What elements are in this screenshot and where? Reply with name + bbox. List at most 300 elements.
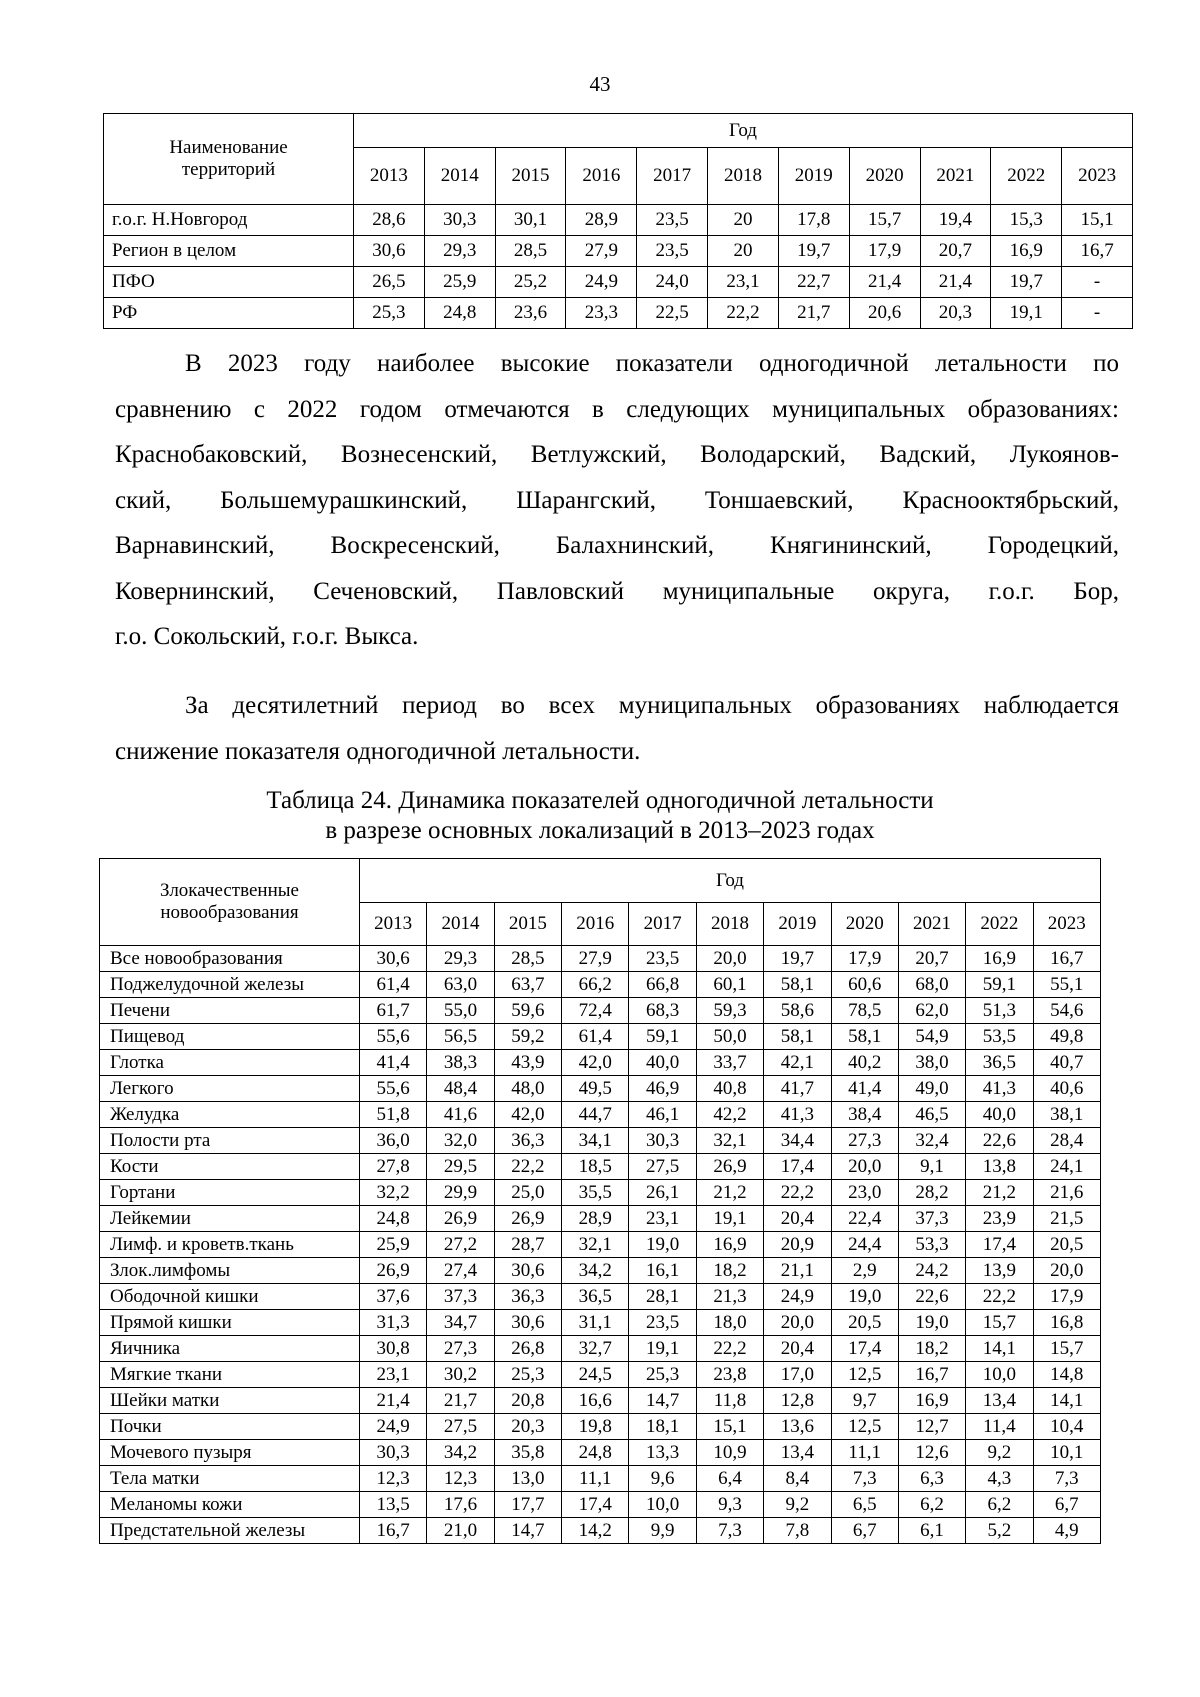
- value-cell: 31,3: [360, 1310, 427, 1336]
- value-cell: 24,8: [360, 1206, 427, 1232]
- year-header: Год: [360, 859, 1101, 903]
- value-cell: 4,3: [966, 1466, 1033, 1492]
- value-cell: 16,7: [1033, 946, 1100, 972]
- value-cell: 41,3: [764, 1102, 831, 1128]
- value-cell: 46,1: [629, 1102, 696, 1128]
- value-cell: 29,5: [427, 1154, 494, 1180]
- value-cell: 16,9: [696, 1232, 763, 1258]
- row-label: Печени: [100, 998, 360, 1024]
- value-cell: 11,8: [696, 1388, 763, 1414]
- value-cell: 20,3: [494, 1414, 561, 1440]
- value-cell: 49,5: [562, 1076, 629, 1102]
- value-cell: 28,5: [494, 946, 561, 972]
- value-cell: 26,1: [629, 1180, 696, 1206]
- value-cell: 20,5: [831, 1310, 898, 1336]
- value-cell: 15,3: [991, 205, 1062, 236]
- value-cell: 61,7: [360, 998, 427, 1024]
- value-cell: 33,7: [696, 1050, 763, 1076]
- year-cell: 2019: [778, 148, 849, 205]
- table-row: [100, 1102, 1101, 1128]
- year-cell: 2017: [637, 148, 708, 205]
- value-cell: 53,5: [966, 1024, 1033, 1050]
- value-cell: 42,0: [494, 1102, 561, 1128]
- value-cell: 7,3: [1033, 1466, 1100, 1492]
- value-cell: 13,6: [764, 1414, 831, 1440]
- value-cell: 20,0: [764, 1310, 831, 1336]
- value-cell: 51,3: [966, 998, 1033, 1024]
- value-cell: 23,5: [637, 236, 708, 267]
- value-cell: 16,6: [562, 1388, 629, 1414]
- row-label: Лейкемии: [100, 1206, 360, 1232]
- value-cell: 22,6: [966, 1128, 1033, 1154]
- value-cell: 21,3: [696, 1284, 763, 1310]
- value-cell: 19,0: [629, 1232, 696, 1258]
- value-cell: 26,9: [696, 1154, 763, 1180]
- value-cell: 20,0: [696, 946, 763, 972]
- value-cell: 25,0: [494, 1180, 561, 1206]
- value-cell: 26,9: [427, 1206, 494, 1232]
- table-row: [100, 1466, 1101, 1492]
- value-cell: 24,5: [562, 1362, 629, 1388]
- value-cell: 41,4: [360, 1050, 427, 1076]
- value-cell: 14,7: [494, 1518, 561, 1544]
- value-cell: 11,4: [966, 1414, 1033, 1440]
- value-cell: 7,3: [696, 1518, 763, 1544]
- value-cell: 61,4: [562, 1024, 629, 1050]
- row-label: ПФО: [104, 267, 354, 298]
- value-cell: 22,2: [708, 298, 779, 329]
- paragraph-line: г.о. Сокольский, г.о.г. Выкса.: [115, 623, 419, 650]
- value-cell: 24,0: [637, 267, 708, 298]
- year-cell: 2014: [424, 148, 495, 205]
- value-cell: 9,6: [629, 1466, 696, 1492]
- value-cell: 38,0: [898, 1050, 965, 1076]
- value-cell: 34,4: [764, 1128, 831, 1154]
- paragraph-line: За десятилетний период во всех муниципальных образованиях наблюдается: [185, 692, 1119, 719]
- table-row: [104, 267, 1133, 298]
- value-cell: 78,5: [831, 998, 898, 1024]
- value-cell: 21,4: [920, 267, 991, 298]
- value-cell: 19,8: [562, 1414, 629, 1440]
- value-cell: 28,9: [566, 205, 637, 236]
- value-cell: 12,5: [831, 1414, 898, 1440]
- value-cell: 17,7: [494, 1492, 561, 1518]
- table-row: [100, 1180, 1101, 1206]
- value-cell: 13,8: [966, 1154, 1033, 1180]
- value-cell: 26,5: [354, 267, 425, 298]
- value-cell: 12,5: [831, 1362, 898, 1388]
- value-cell: 36,5: [966, 1050, 1033, 1076]
- value-cell: 21,0: [427, 1518, 494, 1544]
- value-cell: 12,7: [898, 1414, 965, 1440]
- value-cell: 66,2: [562, 972, 629, 998]
- year-cell: 2018: [696, 903, 763, 946]
- row-label: Гортани: [100, 1180, 360, 1206]
- value-cell: 26,9: [494, 1206, 561, 1232]
- value-cell: 32,7: [562, 1336, 629, 1362]
- value-cell: 41,6: [427, 1102, 494, 1128]
- row-label: Полости рта: [100, 1128, 360, 1154]
- year-cell: 2022: [966, 903, 1033, 946]
- paragraph-line: Краснобаковский, Вознесенский, Ветлужский, Володарский, Вадский, Лукоянов-: [115, 441, 1119, 468]
- value-cell: 17,4: [562, 1492, 629, 1518]
- year-cell: 2020: [831, 903, 898, 946]
- value-cell: 16,7: [1062, 236, 1133, 267]
- value-cell: 66,8: [629, 972, 696, 998]
- table-row: [100, 1154, 1101, 1180]
- value-cell: 32,1: [562, 1232, 629, 1258]
- year-cell: 2018: [708, 148, 779, 205]
- value-cell: 21,6: [1033, 1180, 1100, 1206]
- value-cell: 16,9: [898, 1388, 965, 1414]
- value-cell: 10,1: [1033, 1440, 1100, 1466]
- value-cell: 19,0: [831, 1284, 898, 1310]
- value-cell: 46,9: [629, 1076, 696, 1102]
- value-cell: 24,9: [566, 267, 637, 298]
- territory-mortality-table: [103, 113, 1133, 329]
- row-label: Регион в целом: [104, 236, 354, 267]
- value-cell: 14,8: [1033, 1362, 1100, 1388]
- value-cell: 58,1: [831, 1024, 898, 1050]
- page-number: 43: [589, 72, 611, 96]
- value-cell: 24,2: [898, 1258, 965, 1284]
- value-cell: 6,5: [831, 1492, 898, 1518]
- value-cell: 28,2: [898, 1180, 965, 1206]
- value-cell: 12,3: [427, 1466, 494, 1492]
- value-cell: -: [1062, 267, 1133, 298]
- value-cell: 17,8: [778, 205, 849, 236]
- value-cell: 36,0: [360, 1128, 427, 1154]
- value-cell: 15,7: [966, 1310, 1033, 1336]
- value-cell: 30,6: [494, 1310, 561, 1336]
- value-cell: 28,9: [562, 1206, 629, 1232]
- value-cell: 10,0: [966, 1362, 1033, 1388]
- table-row: [100, 1518, 1101, 1544]
- value-cell: 10,9: [696, 1440, 763, 1466]
- value-cell: 27,8: [360, 1154, 427, 1180]
- year-cell: 2019: [764, 903, 831, 946]
- value-cell: 18,0: [696, 1310, 763, 1336]
- value-cell: 20,4: [764, 1336, 831, 1362]
- value-cell: 23,6: [495, 298, 566, 329]
- value-cell: 23,5: [629, 946, 696, 972]
- value-cell: 37,3: [427, 1284, 494, 1310]
- value-cell: 22,6: [898, 1284, 965, 1310]
- value-cell: 36,3: [494, 1284, 561, 1310]
- value-cell: 24,1: [1033, 1154, 1100, 1180]
- row-label: Яичника: [100, 1336, 360, 1362]
- table-row: [100, 1492, 1101, 1518]
- value-cell: 23,0: [831, 1180, 898, 1206]
- value-cell: 21,4: [849, 267, 920, 298]
- table-row: [100, 1362, 1101, 1388]
- value-cell: 27,9: [566, 236, 637, 267]
- value-cell: 54,9: [898, 1024, 965, 1050]
- value-cell: 14,1: [966, 1336, 1033, 1362]
- value-cell: 55,6: [360, 1076, 427, 1102]
- paragraph-line: ский, Большемурашкинский, Шарангский, Тоншаевский, Краснооктябрьский,: [115, 486, 1119, 514]
- table-row: [100, 1284, 1101, 1310]
- value-cell: 37,6: [360, 1284, 427, 1310]
- value-cell: 17,4: [764, 1154, 831, 1180]
- value-cell: 28,4: [1033, 1128, 1100, 1154]
- value-cell: 55,0: [427, 998, 494, 1024]
- table-row: [100, 1024, 1101, 1050]
- table-row: [100, 1232, 1101, 1258]
- value-cell: 9,2: [764, 1492, 831, 1518]
- value-cell: 22,2: [696, 1336, 763, 1362]
- value-cell: 34,2: [562, 1258, 629, 1284]
- value-cell: 6,4: [696, 1466, 763, 1492]
- neoplasm-name-header: Злокачественные новообразования: [100, 859, 360, 946]
- value-cell: 25,9: [360, 1232, 427, 1258]
- paragraph-top-mortality: [115, 341, 1119, 660]
- value-cell: 29,9: [427, 1180, 494, 1206]
- value-cell: 29,3: [424, 236, 495, 267]
- value-cell: 50,0: [696, 1024, 763, 1050]
- value-cell: 22,7: [778, 267, 849, 298]
- value-cell: 30,3: [360, 1440, 427, 1466]
- value-cell: 61,4: [360, 972, 427, 998]
- value-cell: 20: [708, 205, 779, 236]
- value-cell: 38,1: [1033, 1102, 1100, 1128]
- table-row: [100, 1076, 1101, 1102]
- value-cell: 29,3: [427, 946, 494, 972]
- value-cell: 49,8: [1033, 1024, 1100, 1050]
- value-cell: 27,5: [629, 1154, 696, 1180]
- value-cell: 6,2: [966, 1492, 1033, 1518]
- value-cell: 7,8: [764, 1518, 831, 1544]
- value-cell: 40,0: [966, 1102, 1033, 1128]
- value-cell: 27,5: [427, 1414, 494, 1440]
- value-cell: 16,8: [1033, 1310, 1100, 1336]
- year-cell: 2017: [629, 903, 696, 946]
- year-cell: 2023: [1033, 903, 1100, 946]
- value-cell: 18,5: [562, 1154, 629, 1180]
- value-cell: 20,0: [1033, 1258, 1100, 1284]
- value-cell: 14,2: [562, 1518, 629, 1544]
- value-cell: 49,0: [898, 1076, 965, 1102]
- value-cell: 44,7: [562, 1102, 629, 1128]
- row-label: РФ: [104, 298, 354, 329]
- value-cell: 27,3: [831, 1128, 898, 1154]
- value-cell: 58,6: [764, 998, 831, 1024]
- value-cell: 60,6: [831, 972, 898, 998]
- value-cell: 32,0: [427, 1128, 494, 1154]
- value-cell: 30,8: [360, 1336, 427, 1362]
- value-cell: 22,2: [966, 1284, 1033, 1310]
- year-cell: 2013: [354, 148, 425, 205]
- value-cell: 27,2: [427, 1232, 494, 1258]
- value-cell: 9,9: [629, 1518, 696, 1544]
- row-label: г.о.г. Н.Новгород: [104, 205, 354, 236]
- row-label: Мочевого пузыря: [100, 1440, 360, 1466]
- value-cell: 13,3: [629, 1440, 696, 1466]
- value-cell: 55,1: [1033, 972, 1100, 998]
- value-cell: 40,6: [1033, 1076, 1100, 1102]
- value-cell: 27,9: [562, 946, 629, 972]
- value-cell: 21,5: [1033, 1206, 1100, 1232]
- value-cell: 19,7: [764, 946, 831, 972]
- value-cell: 2,9: [831, 1258, 898, 1284]
- value-cell: 40,0: [629, 1050, 696, 1076]
- value-cell: 38,3: [427, 1050, 494, 1076]
- value-cell: 58,1: [764, 1024, 831, 1050]
- row-label: Почки: [100, 1414, 360, 1440]
- value-cell: 6,2: [898, 1492, 965, 1518]
- value-cell: 26,9: [360, 1258, 427, 1284]
- caption-line-2: в разрезе основных локализаций в 2013–2023 годах: [325, 817, 875, 844]
- value-cell: 10,4: [1033, 1414, 1100, 1440]
- paragraph-line: Ковернинский, Сеченовский, Павловский муниципальные округа, г.о.г. Бор,: [115, 577, 1119, 605]
- paragraph-line: сравнению с 2022 годом отмечаются в следующих муниципальных образованиях:: [115, 395, 1119, 423]
- value-cell: 12,3: [360, 1466, 427, 1492]
- row-label: Кости: [100, 1154, 360, 1180]
- value-cell: 4,9: [1033, 1518, 1100, 1544]
- row-label: Ободочной кишки: [100, 1284, 360, 1310]
- table-row: [100, 1258, 1101, 1284]
- row-label: Предстательной железы: [100, 1518, 360, 1544]
- value-cell: 58,1: [764, 972, 831, 998]
- value-cell: 22,2: [494, 1154, 561, 1180]
- value-cell: 36,5: [562, 1284, 629, 1310]
- value-cell: 24,9: [764, 1284, 831, 1310]
- value-cell: 19,1: [991, 298, 1062, 329]
- value-cell: 8,4: [764, 1466, 831, 1492]
- value-cell: 13,9: [966, 1258, 1033, 1284]
- paragraph-line: снижение показателя одногодичной летальности.: [115, 737, 641, 765]
- value-cell: 24,9: [360, 1414, 427, 1440]
- value-cell: 20,7: [920, 236, 991, 267]
- value-cell: 62,0: [898, 998, 965, 1024]
- value-cell: 59,6: [494, 998, 561, 1024]
- value-cell: 21,7: [427, 1388, 494, 1414]
- table-row: [100, 972, 1101, 998]
- value-cell: 5,2: [966, 1518, 1033, 1544]
- value-cell: 25,9: [424, 267, 495, 298]
- value-cell: 28,7: [494, 1232, 561, 1258]
- value-cell: 20,0: [831, 1154, 898, 1180]
- value-cell: 22,5: [637, 298, 708, 329]
- table-row: [104, 205, 1133, 236]
- value-cell: 7,3: [831, 1466, 898, 1492]
- value-cell: 20,8: [494, 1388, 561, 1414]
- table-row: [100, 1050, 1101, 1076]
- value-cell: 63,0: [427, 972, 494, 998]
- value-cell: 19,1: [696, 1206, 763, 1232]
- value-cell: 24,8: [424, 298, 495, 329]
- value-cell: 23,5: [629, 1310, 696, 1336]
- value-cell: 17,4: [831, 1336, 898, 1362]
- value-cell: 11,1: [562, 1466, 629, 1492]
- value-cell: 32,4: [898, 1128, 965, 1154]
- value-cell: 20,7: [898, 946, 965, 972]
- table-row: [100, 1128, 1101, 1154]
- value-cell: 19,7: [991, 267, 1062, 298]
- value-cell: 42,0: [562, 1050, 629, 1076]
- value-cell: 16,7: [898, 1362, 965, 1388]
- value-cell: 19,1: [629, 1336, 696, 1362]
- value-cell: 18,1: [629, 1414, 696, 1440]
- value-cell: 16,1: [629, 1258, 696, 1284]
- table-row: [100, 1388, 1101, 1414]
- value-cell: 28,6: [354, 205, 425, 236]
- territory-rows: [104, 205, 1133, 329]
- value-cell: 6,7: [831, 1518, 898, 1544]
- value-cell: 41,3: [966, 1076, 1033, 1102]
- value-cell: 22,2: [764, 1180, 831, 1206]
- value-cell: 17,4: [966, 1232, 1033, 1258]
- value-cell: 42,2: [696, 1102, 763, 1128]
- row-label: Глотка: [100, 1050, 360, 1076]
- value-cell: 23,1: [629, 1206, 696, 1232]
- localization-rows: [100, 946, 1101, 1544]
- value-cell: 27,4: [427, 1258, 494, 1284]
- row-label: Все новообразования: [100, 946, 360, 972]
- value-cell: 16,7: [360, 1518, 427, 1544]
- value-cell: 59,1: [966, 972, 1033, 998]
- value-cell: 34,7: [427, 1310, 494, 1336]
- value-cell: 6,3: [898, 1466, 965, 1492]
- value-cell: 36,3: [494, 1128, 561, 1154]
- value-cell: 23,5: [637, 205, 708, 236]
- year-cell: 2013: [360, 903, 427, 946]
- value-cell: 23,1: [360, 1362, 427, 1388]
- value-cell: 40,8: [696, 1076, 763, 1102]
- value-cell: 72,4: [562, 998, 629, 1024]
- value-cell: 14,1: [1033, 1388, 1100, 1414]
- value-cell: 18,2: [696, 1258, 763, 1284]
- value-cell: 41,7: [764, 1076, 831, 1102]
- value-cell: 59,2: [494, 1024, 561, 1050]
- value-cell: 22,4: [831, 1206, 898, 1232]
- value-cell: 20,4: [764, 1206, 831, 1232]
- row-label: Тела матки: [100, 1466, 360, 1492]
- value-cell: 9,7: [831, 1388, 898, 1414]
- value-cell: 9,2: [966, 1440, 1033, 1466]
- value-cell: 53,3: [898, 1232, 965, 1258]
- value-cell: 23,3: [566, 298, 637, 329]
- value-cell: 41,4: [831, 1076, 898, 1102]
- value-cell: 30,2: [427, 1362, 494, 1388]
- value-cell: 31,1: [562, 1310, 629, 1336]
- value-cell: 59,3: [696, 998, 763, 1024]
- value-cell: 30,6: [494, 1258, 561, 1284]
- row-label: Злок.лимфомы: [100, 1258, 360, 1284]
- value-cell: 25,3: [629, 1362, 696, 1388]
- table-row: [104, 236, 1133, 267]
- value-cell: 40,7: [1033, 1050, 1100, 1076]
- value-cell: 68,0: [898, 972, 965, 998]
- value-cell: 30,1: [495, 205, 566, 236]
- year-cell: 2020: [849, 148, 920, 205]
- value-cell: 25,3: [354, 298, 425, 329]
- value-cell: 42,1: [764, 1050, 831, 1076]
- value-cell: 38,4: [831, 1102, 898, 1128]
- value-cell: 56,5: [427, 1024, 494, 1050]
- value-cell: 24,8: [562, 1440, 629, 1466]
- value-cell: 14,7: [629, 1388, 696, 1414]
- row-label: Лимф. и кроветв.ткань: [100, 1232, 360, 1258]
- year-cell: 2021: [920, 148, 991, 205]
- paragraph-line: В 2023 году наиболее высокие показатели одногодичной летальности по: [185, 350, 1119, 377]
- value-cell: 43,9: [494, 1050, 561, 1076]
- value-cell: 20,3: [920, 298, 991, 329]
- value-cell: 17,0: [764, 1362, 831, 1388]
- value-cell: 55,6: [360, 1024, 427, 1050]
- year-header: Год: [354, 114, 1133, 148]
- value-cell: 6,7: [1033, 1492, 1100, 1518]
